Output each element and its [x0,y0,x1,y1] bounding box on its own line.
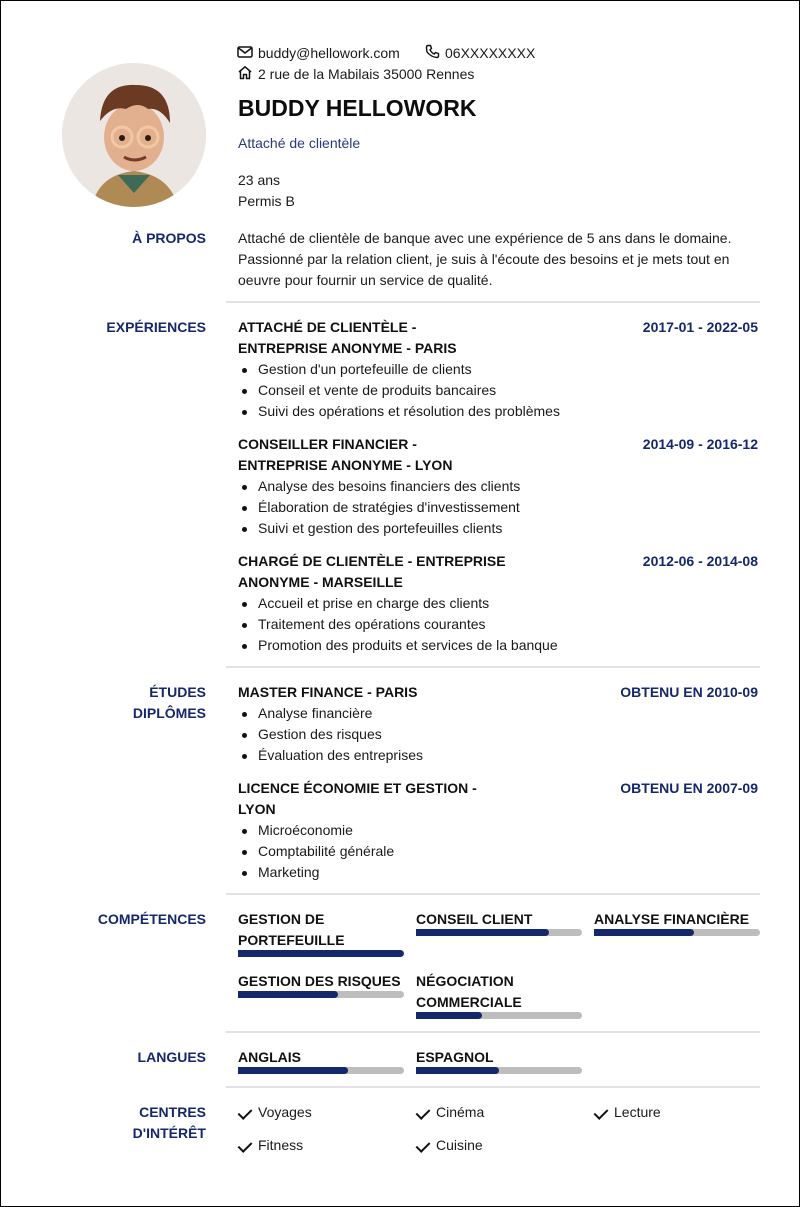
experience-bullets [238,476,520,539]
list-item: Évaluation des entreprises [238,745,423,766]
list-item: Suivi des opérations et résolution des problèmes [238,401,560,422]
skill-level-fill [416,1012,482,1019]
education-title-2: LYON [238,801,276,817]
education-label-2: DIPLÔMES [132,705,206,721]
list-item: Traitement des opérations courantes [238,614,558,635]
list-item: Analyse financière [238,703,423,724]
interest-item: Voyages [238,1102,312,1123]
separator [226,1086,760,1088]
skill-name: GESTION DE [238,911,325,927]
skill-name: CONSEIL CLIENT [416,911,533,927]
skill-level-fill [594,929,694,936]
list-item: Suivi et gestion des portefeuilles clients [238,518,520,539]
skill-level-bar [416,929,582,936]
education-title: MASTER FINANCE - PARIS [238,684,418,700]
experience-company: ENTREPRISE ANONYME - PARIS [238,340,457,356]
skills-label: COMPÉTENCES [97,911,206,927]
skill-level-bar [594,929,760,936]
education-dates: OBTENU EN 2007-09 [620,780,758,796]
experience-dates: 2012-06 - 2014-08 [642,553,758,569]
skill-level-fill [238,991,338,998]
skill-level-bar [238,950,404,957]
skill-name: NÉGOCIATION [416,973,514,989]
language-level-bar [238,1067,404,1074]
skill-level-fill [416,929,549,936]
list-item: Accueil et prise en charge des clients [238,593,558,614]
language-level-fill [238,1067,348,1074]
list-item: Microéconomie [238,820,394,841]
list-item: Gestion des risques [238,724,423,745]
license-text: Permis B [238,193,295,209]
person-name: BUDDY HELLOWORK [238,95,477,121]
language-level-bar [416,1067,582,1074]
list-item: Promotion des produits et services de la banque [238,635,558,656]
experience-title: ATTACHÉ DE CLIENTÈLE - [238,319,417,335]
email-text: buddy@hellowork.com [258,45,400,61]
separator [226,893,760,895]
education-bullets [238,703,423,766]
list-item: Conseil et vente de produits bancaires [238,380,560,401]
mail-icon [237,45,253,64]
avatar [62,63,206,207]
language-name: ANGLAIS [238,1049,301,1065]
experience-company: ANONYME - MARSEILLE [238,574,403,590]
avatar-illustration [62,63,206,207]
experiences-label: EXPÉRIENCES [106,319,206,335]
phone-text: 06XXXXXXXX [445,45,536,61]
interest-item: Cuisine [416,1135,483,1156]
list-item: Élaboration de stratégies d'investissement [238,497,520,518]
list-item: Marketing [238,862,394,883]
skill-level-bar [238,991,404,998]
experience-title: CHARGÉ DE CLIENTÈLE - ENTREPRISE [238,553,506,569]
about-label: À PROPOS [132,230,206,246]
separator [226,666,760,668]
education-dates: OBTENU EN 2010-09 [620,684,758,700]
age-text: 23 ans [238,172,281,188]
interests-label: CENTRES [139,1104,206,1120]
interest-item: Lecture [594,1102,661,1123]
experience-bullets [238,359,560,422]
address-text: 2 rue de la Mabilais 35000 Rennes [258,66,475,82]
skill-name-2: PORTEFEUILLE [238,932,345,948]
education-bullets [238,820,394,883]
list-item: Comptabilité générale [238,841,394,862]
interest-item: Fitness [238,1135,303,1156]
education-title: LICENCE ÉCONOMIE ET GESTION - [238,780,477,796]
list-item: Analyse des besoins financiers des clients [238,476,520,497]
education-label: ÉTUDES [149,684,206,700]
experience-dates: 2014-09 - 2016-12 [642,436,758,452]
language-level-fill [416,1067,499,1074]
interests-label-2: D'INTÉRÊT [132,1125,206,1141]
separator [226,1031,760,1033]
about-text: Attaché de clientèle de banque avec une expérience de 5 ans dans le domaine. Passionné par la relation client, je suis à l'écoute des besoins et je mets tout en oeuvre pour fournir un service de qualité. [238,230,732,288]
skill-name: GESTION DES RISQUES [238,973,401,989]
skill-level-fill [238,950,404,957]
separator [226,301,760,303]
experience-title: CONSEILLER FINANCIER - [238,436,417,452]
phone-icon [425,44,440,64]
experience-company: ENTREPRISE ANONYME - LYON [238,457,453,473]
home-icon [237,65,253,85]
list-item: Gestion d'un portefeuille de clients [238,359,560,380]
experience-dates: 2017-01 - 2022-05 [642,319,758,335]
skill-level-bar [416,1012,582,1019]
interest-item: Cinéma [416,1102,484,1123]
language-name: ESPAGNOL [416,1049,494,1065]
job-title: Attaché de clientèle [238,135,361,151]
skill-name: ANALYSE FINANCIÈRE [594,911,750,927]
skill-name-2: COMMERCIALE [416,994,522,1010]
languages-label: LANGUES [137,1049,206,1065]
experience-bullets [238,593,558,656]
